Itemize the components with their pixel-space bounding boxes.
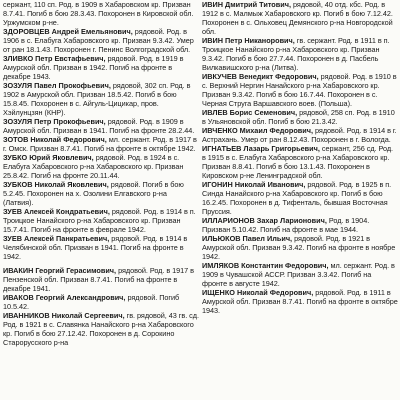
person-name: ИВКУЧЕВ Венедикт Федорович, bbox=[202, 71, 319, 81]
person-bio: рядовой. Род. в 1909 в Амурской обл. Призван в 1941. Погиб на фронте 28.2.44. bbox=[3, 116, 195, 135]
person-name: ЗУБКО Юрий Яковлевич, bbox=[3, 153, 94, 163]
person-bio: рядовой. Род. в 1906 в с. Елабуга Хабаровского кр. Призван 9.3.42. Умер от ран 18.1.43. Похоронен г. Пенинс Волгоградской обл. bbox=[3, 27, 194, 54]
person-name: ИГОНИН Николай Иванович, bbox=[202, 179, 306, 189]
list-item bbox=[202, 37, 398, 73]
list-item bbox=[3, 294, 199, 312]
person-name: ЗОЗУЛЯ Петр Прокофьевич, bbox=[3, 116, 106, 126]
right-column bbox=[202, 1, 398, 400]
person-name: ЗДОРОВЦЕВ Андрей Емельянович, bbox=[3, 27, 133, 37]
list-item bbox=[202, 109, 398, 127]
list-item bbox=[3, 118, 199, 136]
list-item bbox=[3, 267, 199, 294]
person-bio: рядовой. Погиб в бою 5.2.45. Похоронен на х. Озолини Елгавского р-на (Латвия). bbox=[3, 180, 184, 208]
person-bio: Род. в 1904. Призван 5.10.42. Погиб на фронте в мае 1944. bbox=[202, 215, 370, 234]
person-name: ИЛЬЮКОВ Павел Ильич, bbox=[202, 233, 293, 243]
person-name: ЗУЕВ Алексей Кондратьевич, bbox=[3, 207, 110, 217]
list-item bbox=[202, 262, 398, 289]
person-bio: рядовой. Род. в 1914 в Челябинской обл. Призван в 1941. Погиб на фронте в 1942. bbox=[3, 234, 188, 262]
list-item bbox=[3, 136, 199, 154]
person-name: ЗОЗУЛЯ Павел Прокофьевич, bbox=[3, 81, 111, 91]
list-item bbox=[3, 28, 199, 55]
list-item bbox=[3, 1, 199, 28]
person-name: ИВАКОВ Георгий Александрович, bbox=[3, 292, 126, 302]
person-bio: рядовой. Род. в 1914 в г. Астрахань. Умер от ран 8.12.43. Похоронен в г. Вологда. bbox=[202, 125, 397, 144]
person-bio: рядовой. Род. в 1910 в с. Верхний Нергин Нанайского р-на Хабаровского кр. Призван 9.3.42. Погиб в бою 16.7.44. Похоронен в с. Черная Струга Варшавского воев. (Польша). bbox=[202, 71, 397, 108]
person-name: ИВЧЕНКО Михаил Федорович, bbox=[202, 125, 314, 135]
person-bio: рядовой. Погиб 10.5.42. bbox=[3, 292, 180, 311]
person-bio: мл. сержант. Род. в 1909 в Чувашской АССР. Призван 3.3.42. Погиб на фронте в августе 1942. bbox=[202, 260, 395, 288]
list-item bbox=[202, 289, 398, 316]
list-item bbox=[202, 73, 398, 109]
person-bio: рядовой, 302 сп. Род. в 1902 в Амурской обл. Призван 18.5.42. Погиб в бою 15.8.45. Похоронен в с. Айгуль-Цицикар, пров. Хэйлунцзян (КНР). bbox=[3, 81, 191, 117]
person-name: ИЛЛАРИОНОВ Захар Ларионович, bbox=[202, 215, 327, 225]
person-bio: рядовой. Род. в 1914 в п. Троицкое Нанайского р-на Хабаровского кр. Призван 15.7.41. Погиб на фронте в феврале 1942. bbox=[3, 207, 196, 235]
person-bio: мл. сержант. Род. в 1917 в г. Омск. Призван 8.7.41. Погиб на фронте в октябре 1942. bbox=[3, 135, 197, 153]
person-name: ИЩЕНКО Николай Федорович, bbox=[202, 287, 314, 297]
person-bio: рядовой. Род. в 1911 в Амурской обл. Призван 8.7.41. Погиб на фронте в октябре 1943. bbox=[202, 287, 398, 315]
person-bio: рядовой. Род. в 1917 в Пензенской обл. Призван 8.7.41. Погиб на фронте в декабре 1941. bbox=[3, 265, 194, 293]
list-item bbox=[202, 145, 398, 181]
person-bio: рядовой. Род. в 1925 в п. Синда Нанайского р-на Хабаровского кр. Погиб в бою 16.2.45. Похоронен в д. Тифенталь, бывшая Восточная Пруссия. bbox=[202, 179, 392, 216]
person-bio: рядовой, 40 отд. кбс. Род. в 1912 в с. Малмыж Хабаровского кр. Погиб в бою 7.12.42. Похоронен в с. Ольховец Демянского р-на Новгородской обл. bbox=[202, 1, 393, 36]
person-name: ЗЛИВКО Петр Евстафьевич, bbox=[3, 54, 106, 64]
list-item bbox=[3, 208, 199, 235]
list-item bbox=[3, 312, 199, 348]
list-item bbox=[3, 235, 199, 262]
person-name: ЗУБКОВ Николай Яковлевич, bbox=[3, 180, 109, 190]
person-bio: сержант, 110 сп. Род. в 1909 в Хабаровском кр. Призван 8.7.41. Погиб в бою 28.3.43. Похоронен в Кировской обл. Уржумском р-не. bbox=[3, 1, 194, 27]
list-item bbox=[202, 217, 398, 235]
person-name: ИВИН Петр Никанорович, bbox=[202, 35, 295, 45]
person-bio: рядовой. Род. в 1919 в Амурской обл. Призван в 1942. Погиб на фронте в декабре 1943. bbox=[3, 54, 184, 81]
person-name: ИВАННИКОВ Николай Сергеевич, bbox=[3, 311, 125, 321]
list-item bbox=[202, 127, 398, 145]
person-bio: рядовой. Род. в 1924 в с. Елабуга Хабаровского р-на Хабаровского кр. Призван 25.8.42. Погиб на фронте 20.11.44. bbox=[3, 153, 184, 180]
person-name: ЗОТОВ Николай Федорович, bbox=[3, 135, 107, 145]
list-item bbox=[3, 82, 199, 118]
person-bio: сержант, 256 сд. Род. в 1915 в с. Елабуга Хабаровского р-на Хабаровского кр. Призван 8.8.41. Погиб в бою 13.1.43. Похоронен в Кировском р-не Ленинградской обл. bbox=[202, 143, 394, 180]
list-item bbox=[3, 55, 199, 82]
list-item bbox=[202, 181, 398, 217]
list-item bbox=[3, 181, 199, 208]
person-bio: гв. рядовой, 43 гв. сд. Род. в 1921 в с. Славянка Нанайского р-на Хабаровского кр. Погиб в бою 27.12.42. Похоронен в д. Сорокино Старорусского р-на bbox=[3, 311, 199, 347]
person-bio: рядовой. Род. в 1921 в Амурской обл. Призван 9.3.42. Погиб на фронте в ноябре 1942. bbox=[202, 233, 396, 261]
person-name: ИМЛЯКОВ Константин Федорович, bbox=[202, 260, 329, 270]
list-item bbox=[3, 154, 199, 181]
left-column bbox=[3, 1, 199, 400]
person-name: ИВИН Дмитрий Титович, bbox=[202, 1, 292, 9]
person-name: ИВЛЕВ Борис Семенович, bbox=[202, 107, 298, 117]
list-item bbox=[202, 1, 398, 37]
person-bio: рядовой, 258 сп. Род. в 1910 в Ульяновской обл. Погиб в бою 21.3.42. bbox=[202, 107, 395, 126]
person-name: ИГНАТЬЕВ Лазарь Григорьевич, bbox=[202, 143, 320, 153]
person-name: ИВАКИН Георгий Герасимович, bbox=[3, 265, 117, 275]
list-item bbox=[202, 235, 398, 262]
person-bio: гв. сержант. Род. в 1911 в п. Троицкое Нанайского р-на Хабаровского кр. Призван 9.3.42. Погиб в бою 27.7.44. Похоронен в д. Пасбель Вилкавишского р-на (Литва). bbox=[202, 35, 390, 72]
person-name: ЗУЕВ Алексей Панкратьевич, bbox=[3, 234, 110, 244]
